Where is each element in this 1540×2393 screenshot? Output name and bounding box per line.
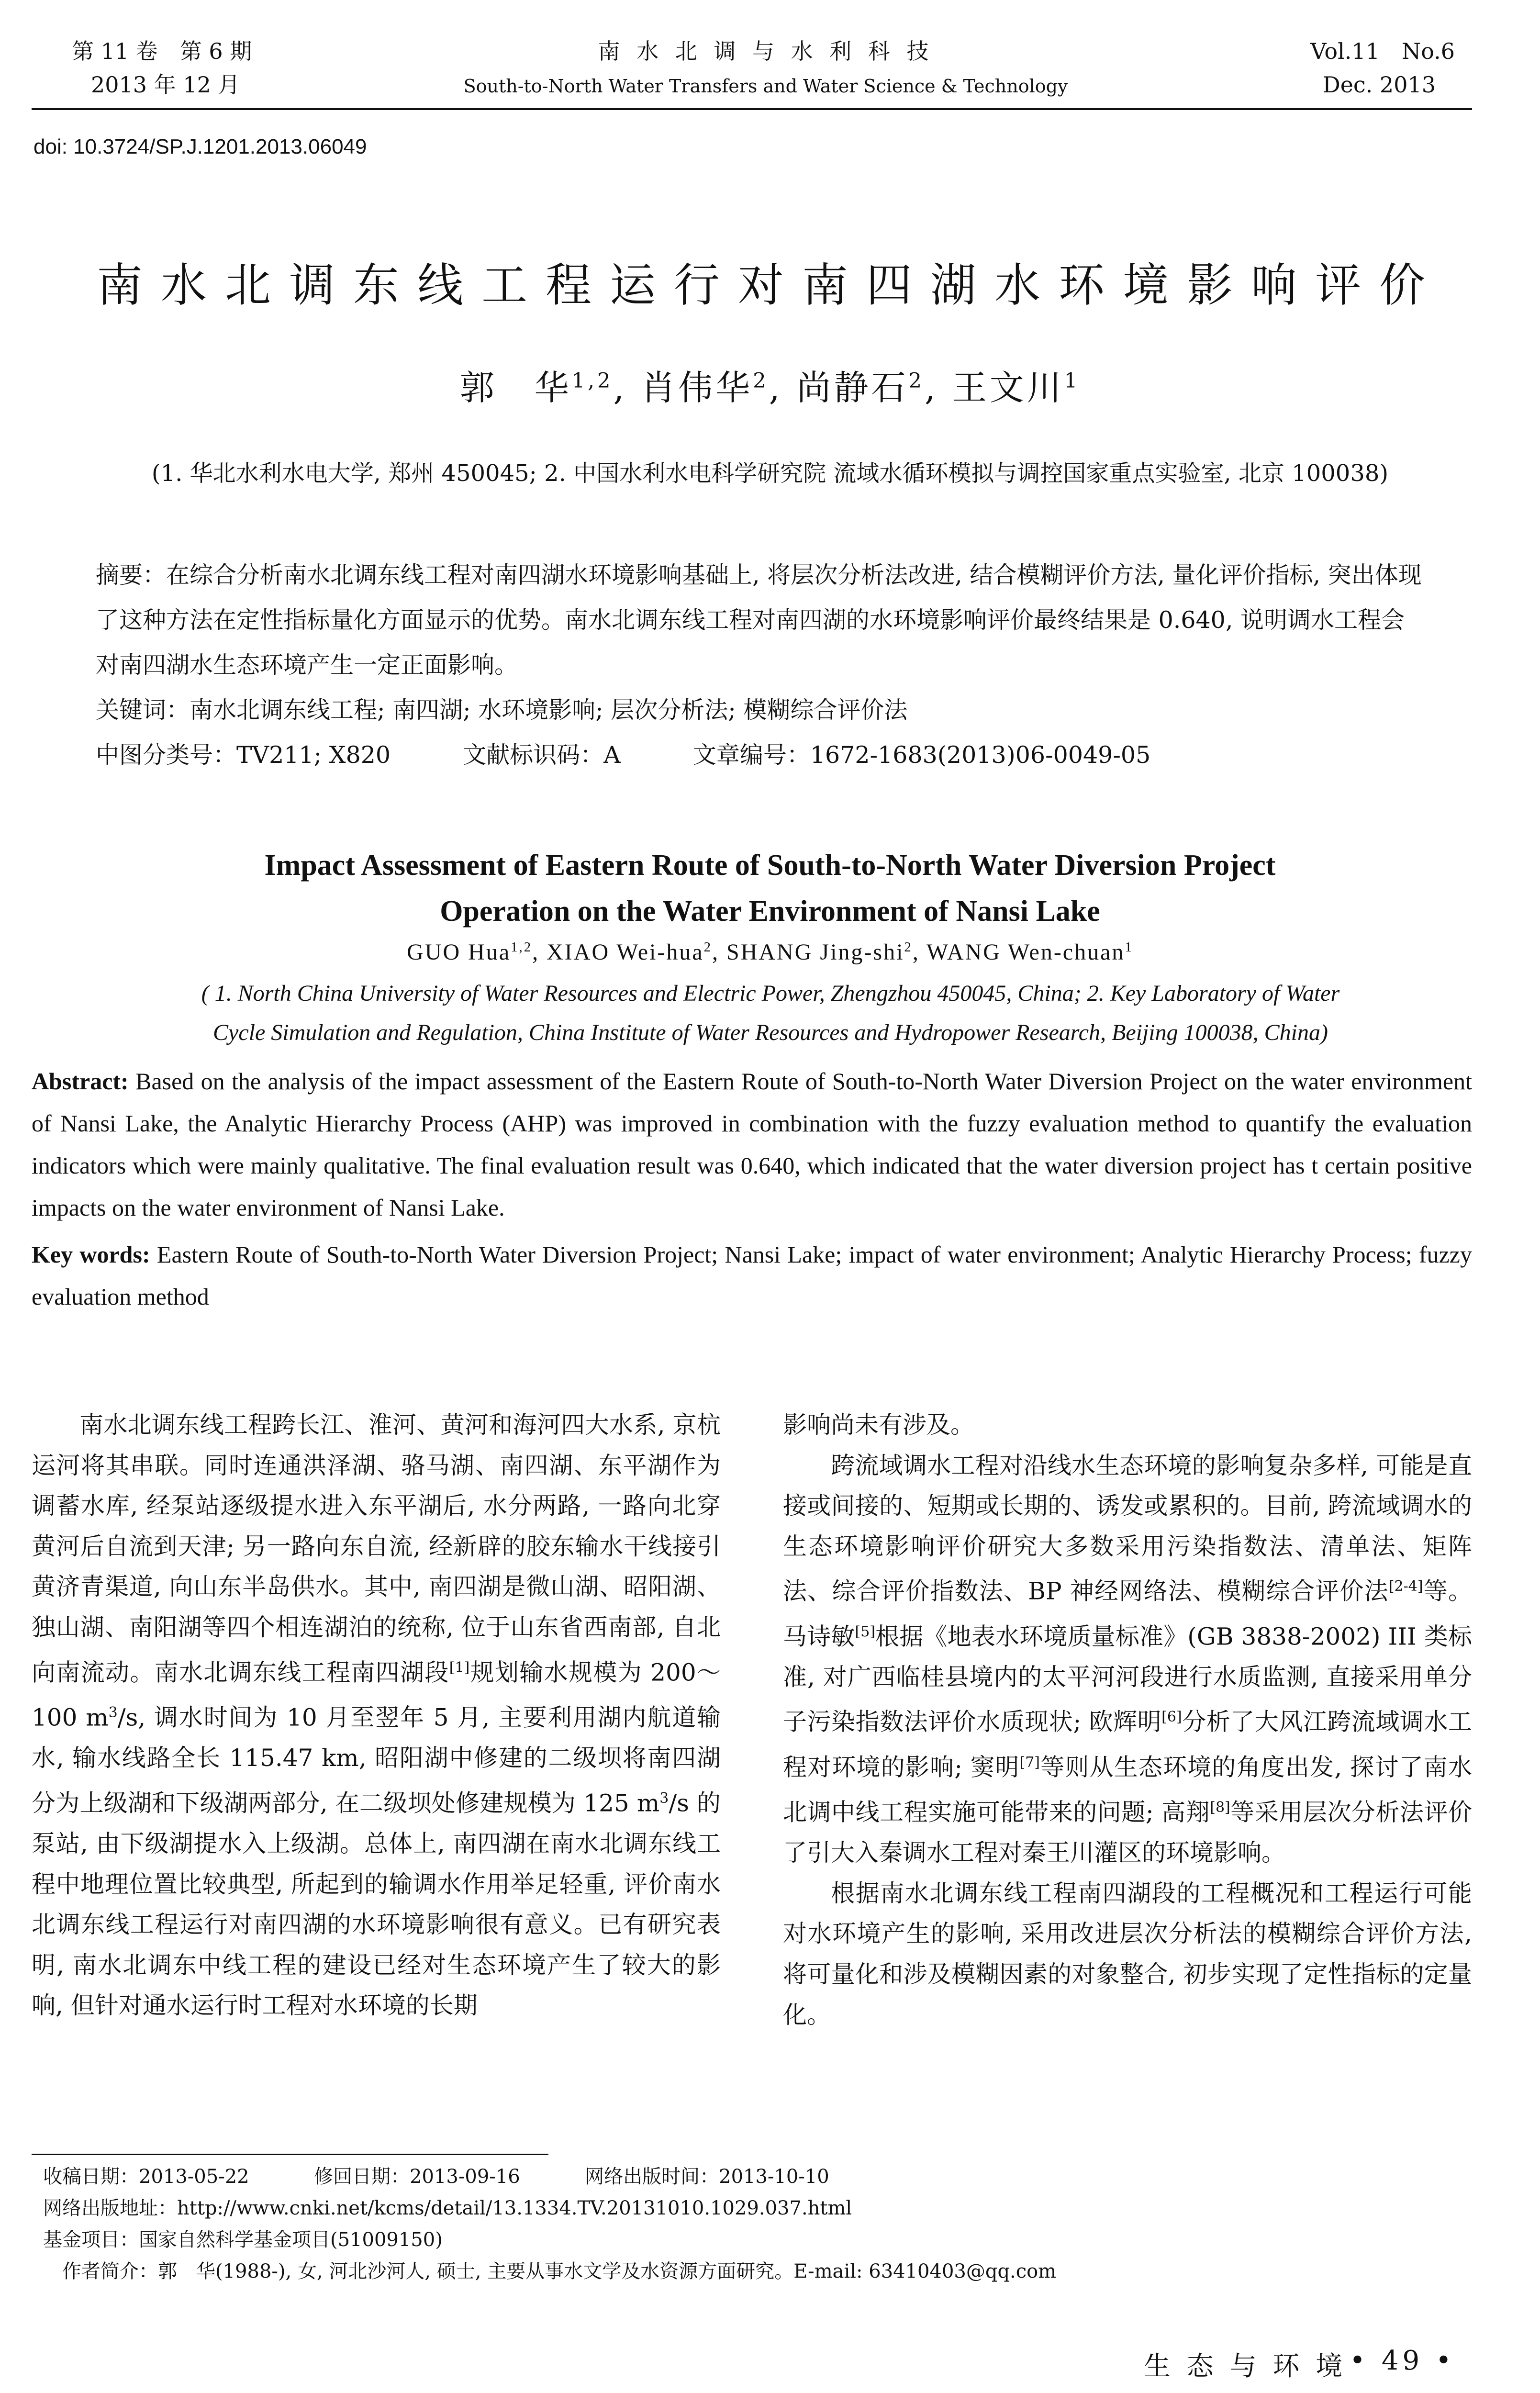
body-column-right xyxy=(783,1405,1472,2035)
abstract-en xyxy=(32,1060,1472,1318)
authors-cn: 郭 华$^{1,2}$, 肖伟华$^2$, 尚静石$^2$, 王文川$^1$ xyxy=(459,368,1081,408)
affiliation-en-line-1: ( 1. North China University of Water Resources and Electric Power, Zhengzhou 450045, China; 2. Key Laboratory of Water xyxy=(201,981,1340,1006)
authors-en: GUO Hua$^{1,2}$, XIAO Wei-hua$^2$, SHANG Jing-shi$^2$, WANG Wen-chuan$^1$ xyxy=(407,939,1133,965)
keywords-en-label: Key words: xyxy=(32,1241,150,1268)
body-right-paragraph-3: 根据南水北调东线工程南四湖段的工程概况和工程运行可能对水环境产生的影响, 采用改进层次分析法的模糊综合评价方法, 将可量化和涉及模糊因素的对象整合, 初步实现了定性指标的定量化。 xyxy=(783,1879,1472,2029)
keywords-en: Eastern Route of South-to-North Water Diversion Project; Nansi Lake; impact of water environment; Analytic Hierarchy Process; fuzzy evaluation method xyxy=(32,1241,1472,1310)
abstract-cn-label: 摘要： xyxy=(96,561,167,589)
title-en-line-2: Operation on the Water Environment of Nansi Lake xyxy=(440,895,1100,928)
keywords-cn: 南水北调东线工程; 南四湖; 水环境影响; 层次分析法; 模糊综合评价法 xyxy=(190,696,908,724)
date-en: Dec. 2013 xyxy=(1322,72,1436,98)
class-number: TV211; X820 xyxy=(236,741,391,769)
revised-date: 修回日期：2013-09-16 xyxy=(314,2166,520,2188)
abstract-en-label: Abstract: xyxy=(32,1068,129,1095)
online-url: 网络出版地址：http://www.cnki.net/kcms/detail/13.1334.TV.20131010.1029.037.html xyxy=(43,2197,852,2219)
doc-code: A xyxy=(603,741,621,769)
affiliation-en-line-2: Cycle Simulation and Regulation, China Institute of Water Resources and Hydropower Research, Beijing 100038, China) xyxy=(213,1020,1328,1045)
online-date: 网络出版时间：2013-10-10 xyxy=(585,2166,829,2188)
volume-issue-cn: 第 11 卷 第 6 期 xyxy=(72,38,252,64)
footnotes xyxy=(43,2161,1469,2287)
header-rule xyxy=(32,108,1472,110)
abstract-cn-text: 在综合分析南水北调东线工程对南四湖水环境影响基础上, 将层次分析法改进, 结合模糊评价方法, 量化评价指标, 突出体现了这种方法在定性指标量化方面显示的优势。南水北调东线工程对南四湖的水环境影响评价最终结果是 0.640, 说明调水工程会对南四湖水生态环境产生一定正面影响。 xyxy=(96,561,1422,679)
section-name: 生 态 与 环 境 xyxy=(1144,2351,1347,2382)
affiliation-cn: (1. 华北水利水电大学, 郑州 450045; 2. 中国水利水电科学研究院 流域水循环模拟与调控国家重点实验室, 北京 100038) xyxy=(151,460,1389,487)
page-number: • 49 • xyxy=(1350,2345,1455,2376)
fund-info: 基金项目：国家自然科学基金项目(51009150) xyxy=(43,2229,443,2251)
abstract-cn xyxy=(96,553,1426,778)
doc-code-label: 文献标识码： xyxy=(463,741,604,769)
affiliation-en xyxy=(19,974,1522,1052)
article-number-label: 文章编号： xyxy=(692,741,810,769)
journal-title-en: South-to-North Water Transfers and Water Science & Technology xyxy=(463,76,1068,97)
body-column-left xyxy=(32,1405,721,2026)
abstract-en-text: Based on the analysis of the impact assessment of the Eastern Route of South-to-North Water Diversion Project on the water environment of Nansi Lake, the Analytic Hierarchy Process (AHP) was improved in combination with the fuzzy evaluation method to quantify the evaluation indicators which were mainly qualitative. The final evaluation result was 0.640, which indicated that the water diversion project has t certain positive impacts on the water environment of Nansi Lake. xyxy=(32,1068,1472,1221)
keywords-cn-label: 关键词： xyxy=(96,696,190,724)
article-number: 1672-1683(2013)06-0049-05 xyxy=(810,741,1151,769)
body-left-paragraph-1: 南水北调东线工程跨长江、淮河、黄河和海河四大水系, 京杭运河将其串联。同时连通洪泽湖、骆马湖、南四湖、东平湖作为调蓄水库, 经泵站逐级提水进入东平湖后, 水分两路, 一路向北穿黄河后自流到天津; 另一路向东自流, 经新辟的胶东输水干线接引黄济青渠道, 向山东半岛供水。其中, 南四湖是微山湖、昭阳湖、独山湖、南阳湖等四个相连湖泊的统称, 位于山东省西南部, 自北向南流动。南水北调东线工程南四湖段[1]规划输水规模为 200～100 $m^3/s$, 调水时间为 10 月至翌年 5 月, 主要利用湖内航道输水, 输水线路全长 115.47 km, 昭阳湖中修建的二级坝将南四湖分为上级湖和下级湖两部分, 在二级坝处修建规模为 125 $m^3/s$ 的泵站, 由下级湖提水入上级湖。总体上, 南四湖在南水北调东线工程中地理位置比较典型, 所起到的输调水作用举足轻重, 评价南水北调东线工程运行对南四湖的水环境影响很有意义。已有研究表明, 南水北调东中线工程的建设已经对生态环境产生了较大的影响, 但针对通水运行时工程对水环境的长期 xyxy=(32,1411,721,2020)
article-title-cn: 南水北调东线工程运行对南四湖水环境影响评价 xyxy=(97,258,1443,312)
author-bio: 作者简介：郭 华(1988-), 女, 河北沙河人, 硕士, 主要从事水文学及水资源方面研究。E-mail: 63410403@qq.com xyxy=(62,2260,1057,2282)
title-en-line-1: Impact Assessment of Eastern Route of South-to-North Water Diversion Project xyxy=(264,849,1276,882)
footnote-rule xyxy=(32,2154,548,2155)
body-right-paragraph-2: 跨流域调水工程对沿线水生态环境的影响复杂多样, 可能是直接或间接的、短期或长期的、诱发或累积的。目前, 跨流域调水的生态环境影响评价研究大多数采用污染指数法、清单法、矩阵法、综合评价指数法、BP 神经网络法、模糊综合评价法[2-4]等。马诗敏[5]根据《地表水环境质量标准》(GB 3838-2002) III 类标准, 对广西临桂县境内的太平河河段进行水质监测, 直接采用单分子污染指数法评价水质现状; 欧辉明[6]分析了大风江跨流域调水工程对环境的影响; 窦明[7]等则从生态环境的角度出发, 探讨了南水北调中线工程实施可能带来的问题; 高翔[8]等采用层次分析法评价了引大入秦调水工程对秦王川灌区的环境影响。 xyxy=(783,1451,1473,1867)
doi: doi: 10.3724/SP.J.1201.2013.06049 xyxy=(33,135,367,158)
received-date: 收稿日期：2013-05-22 xyxy=(43,2166,249,2188)
journal-title-cn: 南 水 北 调 与 水 利 科 技 xyxy=(598,38,934,64)
volume-issue-en: Vol.11 No.6 xyxy=(1310,38,1455,64)
class-number-label: 中图分类号： xyxy=(96,741,237,769)
article-title-en xyxy=(0,842,1540,934)
date-cn: 2013 年 12 月 xyxy=(91,72,240,98)
body-right-paragraph-1: 影响尚未有涉及。 xyxy=(783,1411,974,1439)
